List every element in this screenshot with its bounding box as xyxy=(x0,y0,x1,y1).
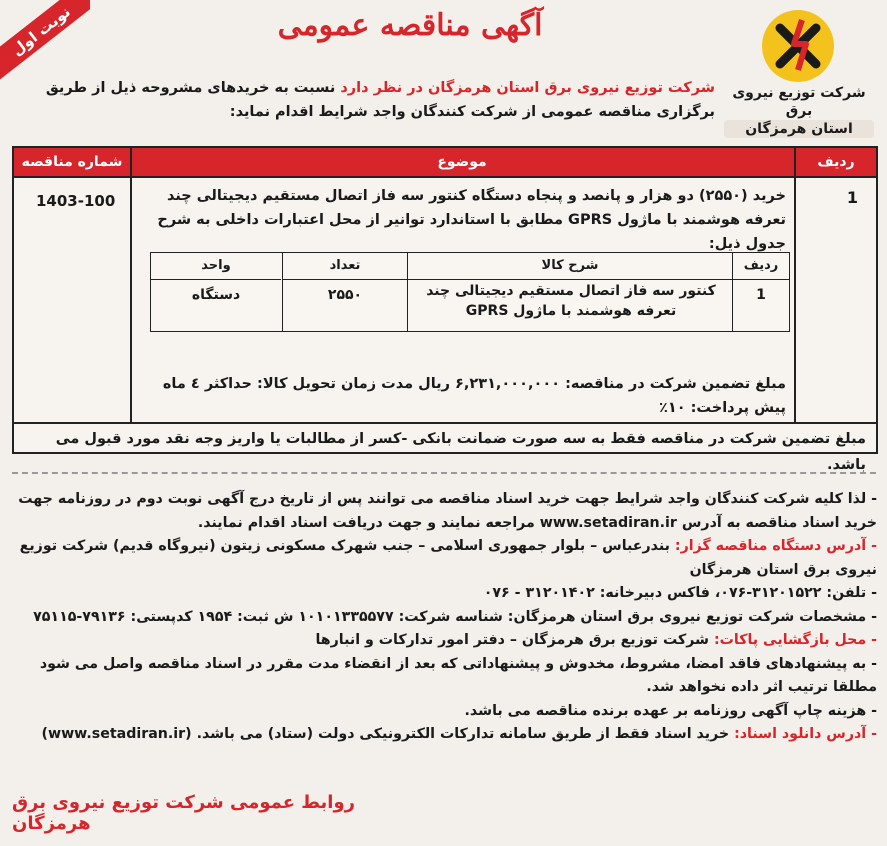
purchase-end: مراجعه نمایند و جهت دریافت اسناد اقدام نمایند. xyxy=(197,514,540,531)
col-divider xyxy=(130,148,132,424)
page-title: آگهی مناقصه عمومی xyxy=(277,8,543,43)
opening-label: - محل بازگشایی پاکات: xyxy=(713,632,877,648)
download-text: خرید اسناد فقط از طریق سامانه تدارکات الکترونیکی دولت (ستاد) می باشد. xyxy=(196,726,735,742)
address-text: بندرعباس – بلوار جمهوری اسلامی – جنب شهرک مسکونی زیتون (نیروگاه قدیم) شرکت توزیع نیروی برق استان هرمزگان xyxy=(19,538,877,578)
items-header-qty: تعداد xyxy=(283,253,407,280)
condition-purchase xyxy=(11,488,877,535)
condition-phone: - تلفن: ۳۱۲۰۱۵۲۲-۰۷۶، فاکس دبیرخانه: ۳۱۲۰۱۴۰۲ - ۰۷۶ xyxy=(483,585,877,601)
conditions xyxy=(11,488,877,747)
intro-highlight: شرکت توزیع نیروی برق استان هرمزگان در نظر دارد xyxy=(340,80,715,96)
col-divider xyxy=(794,148,796,424)
row-number: 1 xyxy=(846,188,858,207)
table-header xyxy=(14,148,876,176)
intro-text xyxy=(15,76,715,124)
header-row: ردیف xyxy=(817,154,855,170)
condition-cost: - هزینه چاپ آگهی روزنامه بر عهده برنده مناقصه می باشد. xyxy=(464,702,877,719)
items-header-row: ردیف xyxy=(733,253,789,280)
logo-text xyxy=(724,84,874,138)
items-unit: دستگاه xyxy=(191,287,241,303)
tender-table xyxy=(12,146,878,473)
tender-description: خرید (۲۵۵۰) دو هزار و پانصد و پنجاه دستگاه کنتور سه فاز اتصال مستقیم دیجیتالی چند تعرفه هوشمند با ماژول GPRS مطابق با استاندارد توانیر از محل اعتبارات داخلی به شرح جدول ذیل: xyxy=(157,188,786,252)
footer-signature: روابط عمومی شرکت توزیع نیروی برق هرمزگان xyxy=(12,792,356,834)
logo-line-1: شرکت توزیع نیروی برق xyxy=(732,85,866,119)
address-label: - آدرس دستگاه مناقصه گزار: xyxy=(674,538,877,554)
guarantee-line-1: مبلغ تضمین شرکت در مناقصه: ۶,۲۳۱,۰۰۰,۰۰۰ ریال مدت زمان تحویل کالا: حداکثر ٤ ماه xyxy=(162,376,786,392)
row-divider xyxy=(14,176,876,178)
row-divider xyxy=(14,422,876,424)
download-link[interactable]: (www.setadiran.ir) xyxy=(41,726,192,742)
condition-address xyxy=(11,535,877,582)
guarantee-line-2: پیش پرداخت: ۱۰٪ xyxy=(659,400,786,416)
purchase-text: - لذا کلیه شرکت کنندگان واجد شرایط جهت خرید اسناد مناقصه می توانند پس از تاریخ درج آگهی نوبت دوم در روزنامه جهت خرید اسناد مناقصه به آدرس xyxy=(18,491,877,531)
items-header-item: شرح کالا xyxy=(408,253,732,280)
lightning-logo-icon xyxy=(758,6,838,86)
items-qty: ۲۵۵۰ xyxy=(327,287,363,303)
setadiran-link[interactable]: www.setadiran.ir xyxy=(539,514,677,531)
company-logo xyxy=(720,6,880,137)
round-badge-label: نوبت اول xyxy=(0,0,90,87)
condition-invalid-bids: - به پیشنهادهای فاقد امضا، مشروط، مخدوش و پیشنهاداتی که بعد از انقضاء مدت مقرر در اسناد مناقصه واصل می شود مطلقا ترتیب اثر داده نخواهد شد. xyxy=(39,655,877,695)
condition-opening xyxy=(11,629,877,653)
download-label: - آدرس دانلود اسناد: xyxy=(734,726,877,742)
items-header-unit: واحد xyxy=(151,253,281,280)
header-tender-no: شماره مناقصه xyxy=(21,154,123,170)
intro-rest: نسبت به خریدهای مشروحه ذیل از طریق xyxy=(45,80,341,96)
items-table xyxy=(150,252,790,332)
opening-text: شرکت توزیع برق هرمزگان – دفتر امور تدارکات و انبارها xyxy=(315,632,714,648)
items-item: کنتور سه فاز اتصال مستقیم دیجیتالی چند تعرفه هوشمند با ماژول GPRS xyxy=(426,283,716,319)
condition-download xyxy=(11,723,877,747)
guarantee-note: مبلغ تضمین شرکت در مناقصه فقط به سه صورت ضمانت بانکی -کسر از مطالبات یا واریز وجه نقد مورد قبول می باشد. xyxy=(55,431,866,473)
section-divider xyxy=(12,472,876,474)
condition-company-info: - مشخصات شرکت توزیع نیروی برق استان هرمزگان: شناسه شرکت: ۱۰۱۰۱۳۳۵۵۷۷ ش ثبت: ۱۹۵۴ کدپستی: ۷۹۱۳۶-۷۵۱۱۵ xyxy=(33,608,877,625)
logo-line-2: استان هرمزگان xyxy=(724,120,874,138)
guarantee-info xyxy=(146,372,786,420)
intro-line-2: برگزاری مناقصه عمومی از شرکت کنندگان واجد شرایط اقدام نماید: xyxy=(229,104,715,120)
header-subject: موضوع xyxy=(437,154,487,170)
tender-number: 1403-100 xyxy=(36,192,116,210)
items-row: 1 xyxy=(756,287,766,303)
